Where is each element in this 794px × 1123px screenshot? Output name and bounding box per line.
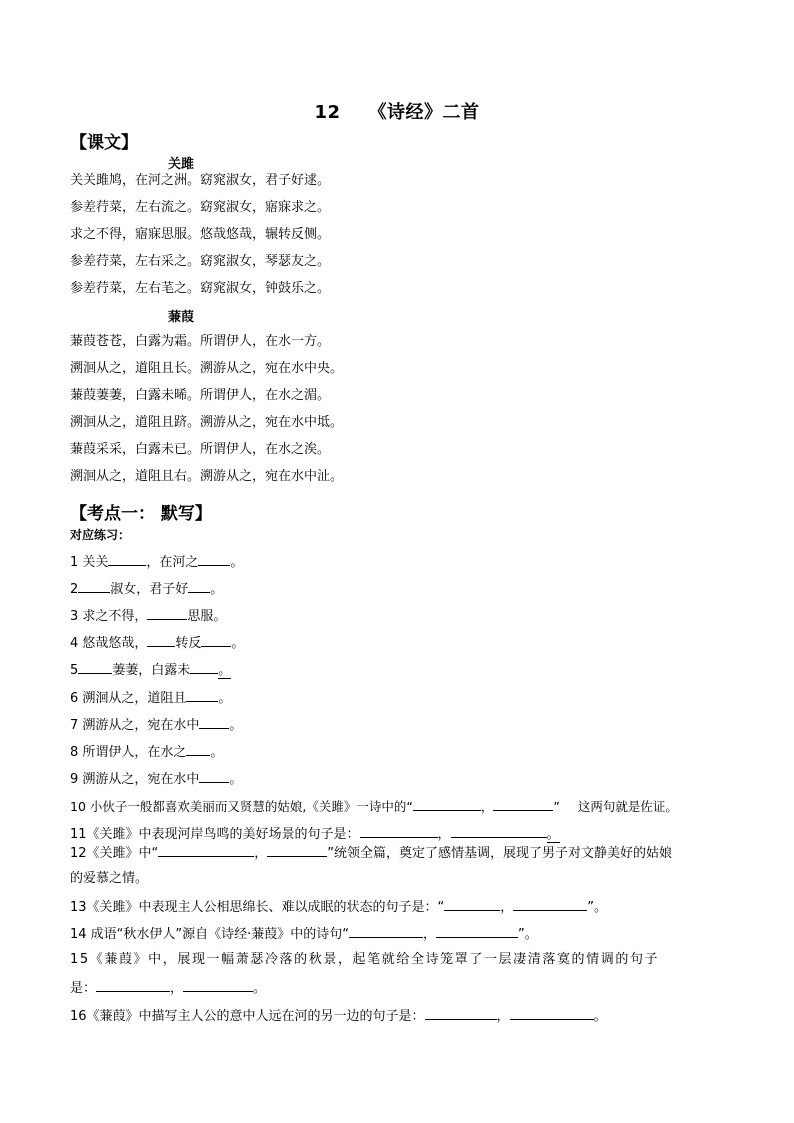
question-7 [70,715,242,734]
poem-line: 蒹葭苍苍，白露为霜。所谓伊人，在水一方。 [70,334,331,349]
question-text: ， [423,927,437,942]
question-text: ， [254,846,268,861]
question-15: 15《蒹葭》中，展现一幅萧瑟冷落的秋景，起笔就给全诗笼罩了一层凄清落寞的情调的句子 [70,952,660,967]
question-text: 4 悠哉悠哉， [70,636,148,651]
question-text: 。 [229,718,243,733]
question-text: 2 [70,582,79,597]
question-1 [70,552,243,571]
question-text: ”。 [587,900,608,915]
answer-blank[interactable] [198,552,230,566]
question-text: 。 [210,582,224,597]
poem-line: 蒹葭采采，白露未已。所谓伊人，在水之涘。 [70,442,331,457]
question-text: 这两句就是佐证。 [577,799,678,814]
question-text: ， [437,827,451,842]
question-text: ”。 [518,927,538,942]
section-heading-exam: 【考点一： 默写】 [70,504,212,524]
answer-blank[interactable] [436,924,518,938]
answer-blank[interactable] [451,824,547,838]
poem-title-guanju: 关雎 [168,157,195,172]
answer-blank[interactable] [199,769,229,783]
answer-blank[interactable] [413,797,481,811]
question-text: 10 小伙子一般都喜欢美丽而又贤慧的姑娘,《关雎》一诗中的“ [70,799,413,814]
question-text: 萋萋，白露未 [112,663,191,678]
question-text: 。 [593,1009,607,1024]
question-text: 思服。 [187,609,227,624]
question-text: 。 [230,555,244,570]
question-text: ， [500,900,514,915]
question-2 [70,579,223,598]
section-heading-text: 【课文】 [70,133,138,153]
question-5 [70,660,231,679]
question-text: 转反 [175,636,202,651]
question-text: 5 [70,663,79,678]
question-text: 。 [218,663,232,678]
question-text: 1 关关 [70,555,109,570]
question-12 [70,843,672,862]
question-text: 3 求之不得， [70,609,148,624]
answer-blank[interactable] [190,660,218,674]
poem-line: 溯洄从之，道阻且右。溯游从之，宛在水中沚。 [70,469,344,484]
question-text: 淑女，君子好 [110,582,189,597]
answer-blank[interactable] [349,924,423,938]
question-15-continued [70,978,266,997]
question-text: 8 所谓伊人，在水之 [70,745,187,760]
question-14 [70,924,538,943]
answer-blank[interactable] [201,633,231,647]
poem-line: 溯洄从之，道阻且跻。溯游从之，宛在水中坻。 [70,415,344,430]
question-text: 。 [546,827,560,842]
question-text: 12《关雎》中“ [70,846,159,861]
question-text: 。 [210,745,224,760]
answer-blank[interactable] [158,843,254,857]
question-text: 16《蒹葭》中描写主人公的意中人远在河的另一边的句子是： [70,1009,425,1024]
answer-blank[interactable] [513,897,587,911]
answer-blank[interactable] [183,978,253,992]
question-text: 。 [231,636,245,651]
answer-blank[interactable] [78,579,110,593]
question-text: ，在河之 [146,555,199,570]
poem-line: 参差荇菜，左右流之。窈窕淑女，寤寐求之。 [70,200,331,215]
answer-blank[interactable] [267,843,327,857]
answer-blank[interactable] [147,606,187,620]
answer-blank[interactable] [188,579,210,593]
question-9 [70,769,242,788]
answer-blank[interactable] [186,742,210,756]
question-text: 。 [253,981,267,996]
answer-blank[interactable] [444,897,500,911]
poem-line: 关关雎鸠，在河之洲。窈窕淑女，君子好逑。 [70,173,331,188]
answer-blank[interactable] [78,660,112,674]
question-text: 6 溯洄从之，道阻且 [70,691,187,706]
lesson-title: 《诗经》二首 [368,102,480,123]
answer-blank[interactable] [493,797,553,811]
poem-line: 求之不得，寤寐思服。悠哉悠哉，辗转反侧。 [70,227,331,242]
answer-blank[interactable] [510,1006,594,1020]
question-text: 。 [218,691,232,706]
answer-blank[interactable] [360,824,438,838]
answer-blank[interactable] [425,1006,497,1020]
question-text: 是： [70,981,97,996]
question-text: ”统领全篇，奠定了感情基调，展现了男子对文静美好的姑娘 [327,846,673,861]
question-text: 9 溯游从之，宛在水中 [70,772,200,787]
question-16 [70,1006,607,1025]
question-11 [70,824,560,843]
question-text: 。 [229,772,243,787]
question-text: ” [553,799,560,814]
poem-line: 参差荇菜，左右芼之。窈窕淑女，钟鼓乐之。 [70,281,331,296]
question-text: ， [170,981,184,996]
question-3 [70,606,226,625]
answer-blank[interactable] [147,633,175,647]
question-6 [70,688,231,707]
question-text: 13《关雎》中表现主人公相思绵长、难以成眠的状态的句子是：“ [70,900,445,915]
question-4 [70,633,244,652]
question-text: 7 溯游从之，宛在水中 [70,718,200,733]
question-text: ， [496,1009,510,1024]
practice-label: 对应练习： [70,528,131,542]
page-title [0,98,794,124]
question-13 [70,897,607,916]
poem-line: 蒹葭萋萋，白露未晞。所谓伊人，在水之湄。 [70,388,331,403]
question-text: ， [480,799,494,814]
poem-line: 溯洄从之，道阻且长。溯游从之，宛在水中央。 [70,361,344,376]
question-text: 11《关雎》中表现河岸鸟鸣的美好场景的句子是： [70,827,360,842]
question-10 [70,797,678,815]
poem-line: 参差荇菜，左右采之。窈窕淑女，琴瑟友之。 [70,254,331,269]
poem-title-jianjia: 蒹葭 [168,310,195,325]
question-text: 14 成语“秋水伊人”源自《诗经·蒹葭》中的诗句“ [70,927,350,942]
lesson-number: 12 [314,102,341,123]
answer-blank[interactable] [199,715,229,729]
answer-blank[interactable] [96,978,170,992]
question-8 [70,742,223,761]
answer-blank[interactable] [186,688,218,702]
answer-blank[interactable] [108,552,146,566]
question-12-continued: 的爱慕之情。 [70,871,149,886]
